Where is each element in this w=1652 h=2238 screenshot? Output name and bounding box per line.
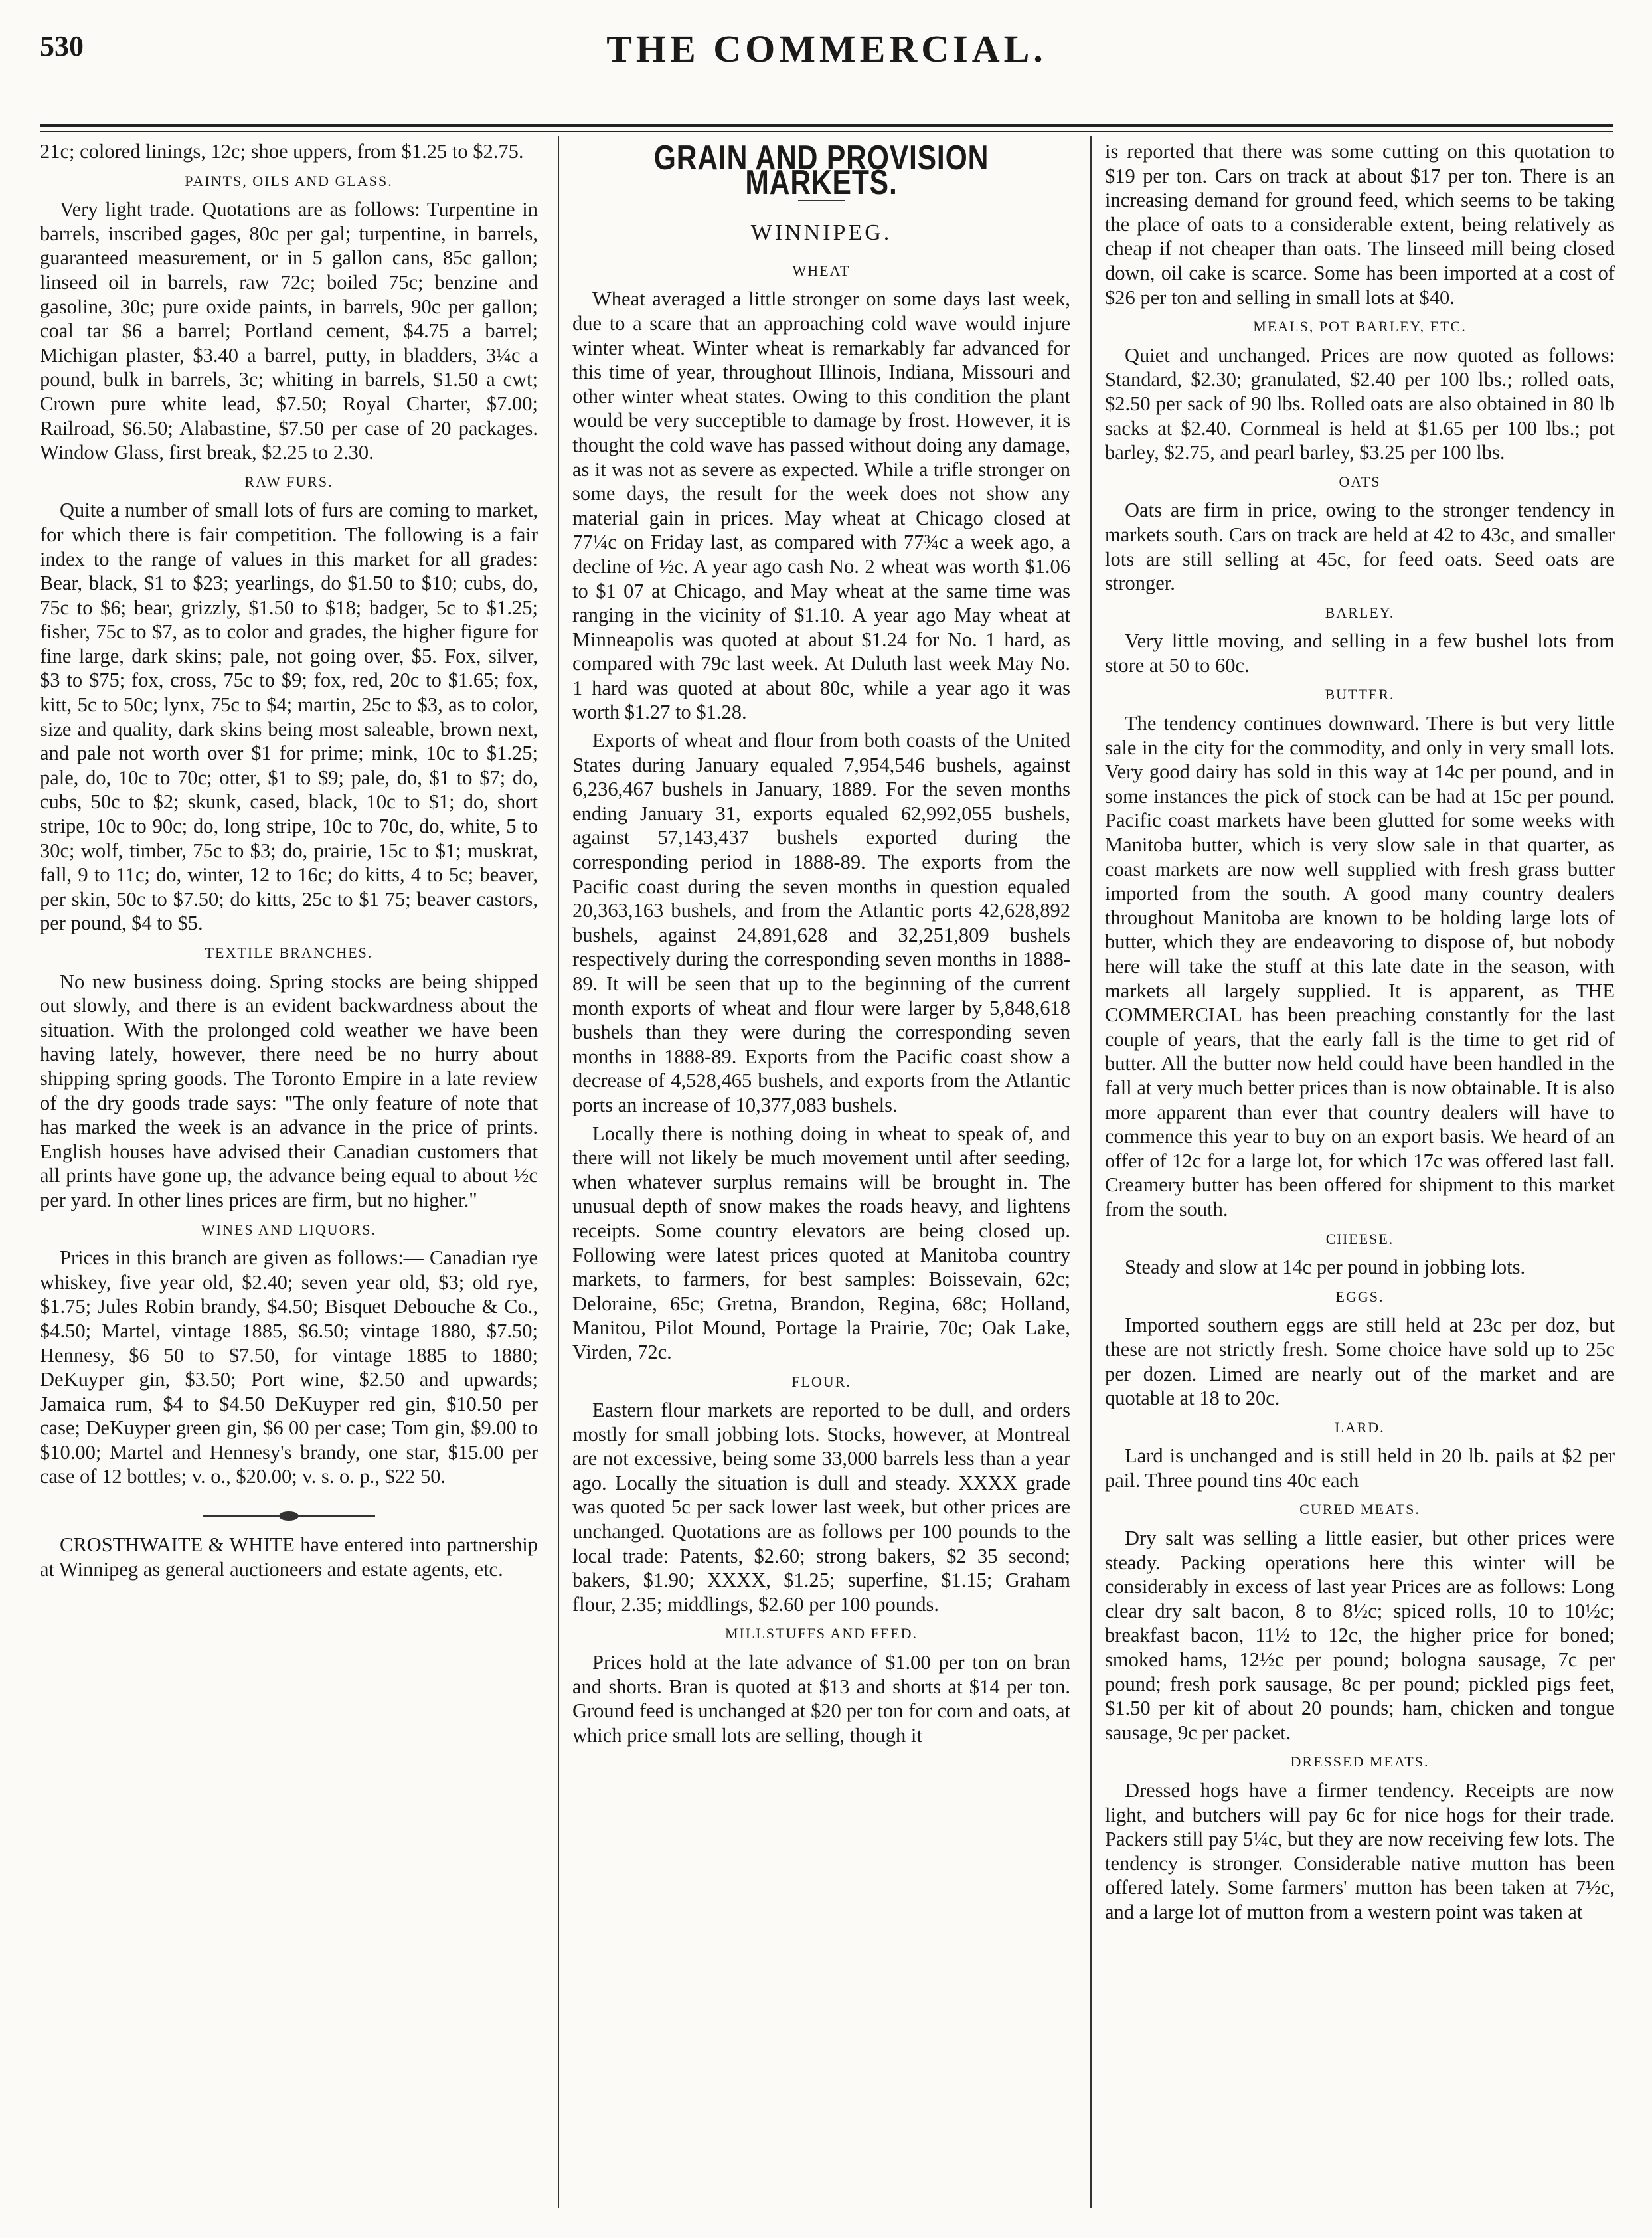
section-heading: BARLEY. [1325, 604, 1395, 621]
ornament-dot [279, 1511, 299, 1521]
masthead: THE COMMERCIAL. [606, 27, 1047, 70]
column-divider [558, 136, 559, 2208]
section-heading: EGGS. [1335, 1288, 1384, 1305]
section-heading: CURED MEATS. [1299, 1501, 1420, 1518]
article-title: GRAIN AND PROVISION MARKETS. [653, 139, 989, 202]
paragraph: No new business doing. Spring stocks are being shipped out slowly, and there is an evident backwardness about the situation. With the prolonged cold weather we have been having lately, however, there need be no hurry about shipping spring goods. The Toronto Empire in a late review of the dry goods trade says: "The only feature of note that has marked the week is an advance in the price of prints. English houses have advised their Canadian customers that all prints have gone up, the advance being equal to about ½c per yard. In other lines prices are firm, but no higher." [40, 970, 538, 1211]
section-heading: TEXTILE BRANCHES. [205, 944, 373, 961]
section-heading: LARD. [1335, 1419, 1385, 1436]
section-heading: RAW FURS. [244, 473, 333, 490]
paragraph: Quite a number of small lots of furs are coming to market, for which there is fair competition. The following is a fair index to the range of values in this market for all grades: Bear, black, $1 to $23; yearlings, do $1.50 to $10; cubs, do, 75c to $6; bear, grizzly, $1.50 to $18; badger, 5c to $1.25; fisher, 75c to $7, as to color and grades, the higher figure for fine large, dark skins; pale, not going over, $5. Fox, silver, $3 to $75; fox, cross, 75c to $9; fox, red, 20c to $1.65; fox, kitt, 5c to 50c; lynx, 75c to $4; martin, 25c to $3, as to color, size and quality, dark skins being most saleable, brown next, and pale not worth over $1 for prime; mink, 10c to $1.25; pale, do, 10c to 70c; otter, $1 to $9; pale, do, $1 to $7; do, cubs, 50c to $2; skunk, cased, black, 10c to $1; do, short stripe, 10c to 90c; do, long stripe, 10c to 70c, do, white, 5 to 30c; wolf, timber, 75c to $3; do, prairie, 15c to $1; muskrat, fall, 9 to 11c; do, winter, 12 to 16c; do kitts, 4 to 5c; beaver, per skin, 50c to $7.50; do kitts, 25c to $1 75; beaver castors, per pound, $4 to $5. [40, 499, 538, 935]
section-heading: CHEESE. [1325, 1230, 1394, 1247]
paragraph: Steady and slow at 14c per pound in jobbing lots. [1125, 1256, 1526, 1279]
paragraph: Dressed hogs have a firmer tendency. Receipts are now light, and butchers will pay 6c for nice hogs for their trade. Packers still pay 5¼c, but they are now receiving few lots. The tendency is stronger. Considerable native mutton has been offered lately. Some farmers' mutton has been taken at 7½c, and a large lot of mutton from a western point was taken at [1105, 1779, 1615, 1923]
city-heading: WINNIPEG. [750, 220, 892, 246]
section-heading: WHEAT [792, 262, 851, 279]
paragraph: Imported southern eggs are still held at 23c per doz, but these are not strictly fresh. Some choice have sold up to 25c per dozen. Limed are nearly out of the market and are quotable at 18 to 20c. [1105, 1314, 1615, 1410]
section-heading: MILLSTUFFS AND FEED. [725, 1625, 918, 1642]
paragraph: Very light trade. Quotations are as follows: Turpentine in barrels, inscribed gages, 80c per gal; turpentine, in barrels, guaranteed measurement, or in 5 gallon cans, 85c gallon; linseed oil in barrels, raw 72c; boiled 75c; benzine and gasoline, 30c; pure oxide paints, in barrels, 90c per gallon; coal tar $6 a barrel; Portland cement, $4.75 a barrel; Michigan plaster, $3.40 a barrel, putty, in bladders, 3¼c a pound, bulk in barrels, 3c; whiting in barrels, $1.50 a cwt; Crown pure white lead, $7.50; Royal Charter, $7.00; Railroad, $6.50; Alabastine, $7.50 per case of 20 packages. Window Glass, first break, $2.25 to 2.30. [40, 198, 538, 464]
paragraph: Quiet and unchanged. Prices are now quoted as follows: Standard, $2.30; granulated, $2.40 per 100 lbs.; rolled oats, $2.50 per sack of 90 lbs. Rolled oats are also obtained in 80 lb sacks at $2.40. Cornmeal is held at $1.65 per 100 lbs.; pot barley, $2.75, and pearl barley, $3.25 per 100 lbs. [1105, 343, 1615, 464]
column-middle [572, 139, 1070, 1751]
column-divider [1090, 136, 1092, 2208]
paragraph: Lard is unchanged and is still held in 20 lb. pails at $2 per pail. Three pound tins 40c each [1105, 1444, 1615, 1492]
section-heading: OATS [1339, 473, 1381, 490]
paragraph: Prices hold at the late advance of $1.00 per ton on bran and shorts. Bran is quoted at $13 and shorts at $14 per ton. Ground feed is unchanged at $20 per ton for corn and oats, at which price small lots are selling, though it [572, 1651, 1070, 1747]
ornament-divider [203, 1515, 375, 1517]
column-right [1105, 139, 1615, 1929]
paragraph: Prices in this branch are given as follows:— Canadian rye whiskey, five year old, $2.40; seven year old, $3; old rye, $1.75; Jules Robin brandy, $4.50; Bisquet Debouche & Co., $4.50; Martel, vintage 1885, $6.50; vintage 1880, $7.50; Hennesy, $6 50 to $7.50, for vintage 1885 to 1880; DeKuyper gin, $3.50; Port wine, $2.50 and upwards; Jamaica rum, $4 to $4.50 DeKuyper red gin, $10.50 per case; DeKuyper green gin, $6 00 per case; Tom gin, $9.00 to $10.00; Martel and Hennesy's brandy, one star, $15.00 per case of 12 bottles; v. o., $20.00; v. s. o. p., $22 50. [40, 1247, 538, 1488]
column-left [40, 139, 538, 1585]
section-heading: WINES AND LIQUORS. [201, 1221, 376, 1238]
paragraph: Oats are firm in price, owing to the stronger tendency in markets south. Cars on track are held at 42 to 43c, and smaller lots are still selling at 45c, for feed oats. Seed oats are stronger. [1105, 499, 1615, 595]
page-number: 530 [40, 30, 84, 62]
paragraph: Very little moving, and selling in a few bushel lots from store at 50 to 60c. [1105, 630, 1615, 677]
header-rule [40, 124, 1613, 132]
section-heading: FLOUR. [791, 1373, 851, 1390]
paragraph: Dry salt was selling a little easier, but other prices were steady. Packing operations here this winter will be considerably in excess of last year Prices are as follows: Long clear dry salt bacon, 8 to 8½c; spiced rolls, 10 to 10½c; breakfast bacon, 11½ to 12c, the higher price for boned; smoked hams, 12½c per pound; bologna sausage, 7c per pound; fresh pork sausage, 8c per pound; pickled pigs feet, $1.50 per kit of about 20 pounds; ham, chicken and tongue sausage, 9c per packet. [1105, 1527, 1615, 1744]
paragraph: Wheat averaged a little stronger on some days last week, due to a scare that an approaching cold wave would injure winter wheat. Winter wheat is remarkably far advanced for this time of year, throughout Illinois, Indiana, Missouri and other winter wheat states. Owing to this condition the plant would be very succeptible to damage by frost. However, it is thought the cold wave has passed without doing any damage, as it was not as severe as expected. While a trifle stronger on some days, the result for the week does not show any material gain in prices. May wheat at Chicago closed at 77¼c on Friday last, as compared with 77¾c a week ago, a decline of ½c. A year ago cash No. 2 wheat was worth $1.06 to $1 07 at Chicago, and May wheat at the same time was ranging in the vicinity of $1.10. A year ago May wheat at Minneapolis was quoted at about $1.24 for No. 1 hard, as compared with 79c last week. At Duluth last week May No. 1 hard was quoted at about 80c, while a year ago it was worth $1.27 to $1.28. [572, 288, 1070, 724]
section-heading: BUTTER. [1325, 686, 1395, 703]
section-heading: MEALS, POT BARLEY, ETC. [1253, 318, 1467, 335]
paragraph: Eastern flour markets are reported to be dull, and orders mostly for small jobbing lots. Stocks, however, at Montreal are not excessive, being some 33,000 barrels less than a year ago. Locally the situation is dull and steady. XXXX grade was quoted 5c per sack lower last week, but other prices are unchanged. Quotations are as follows per 100 pounds to the local trade: Patents, $2.60; strong bakers, $2 35 second; bakers, $1.90; XXXX, $1.25; superfine, $1.15; Graham flour, 2.35; middlings, $2.60 per 100 pounds. [572, 1399, 1070, 1616]
section-heading: PAINTS, OILS AND GLASS. [185, 172, 393, 189]
paragraph: CROSTHWAITE & WHITE have entered into partnership at Winnipeg as general auctioneers and estate agents, etc. [40, 1533, 538, 1581]
section-heading: DRESSED MEATS. [1290, 1753, 1430, 1770]
page-header [40, 27, 1613, 80]
paragraph: 21c; colored linings, 12c; shoe uppers, from $1.25 to $2.75. [40, 140, 524, 163]
paragraph: Locally there is nothing doing in wheat to speak of, and there will not likely be much movement until after seeding, when whatever surplus remains will be brought in. The unusual depth of snow makes the roads heavy, and lightens receipts. Some country elevators are being closed up. Following were latest prices quoted at Manitoba country markets, to farmers, for best samples: Boissevain, 62c; Deloraine, 65c; Gretna, Brandon, Regina, 68c; Holland, Manitou, Pilot Mound, Portage la Prairie, 70c; Oak Lake, Virden, 72c. [572, 1122, 1070, 1363]
paragraph: The tendency continues downward. There is but very little sale in the city for the commodity, and only in very small lots. Very good dairy has sold in this way at 14c per pound, and in some instances the pick of stock can be had at 15c per pound. Pacific coast markets have been glutted for some weeks with Manitoba butter, which is very slow sale in that quarter, as coast markets are now well supplied with fresh grass butter imported from the south. A good many country dealers throughout Manitoba are known to be holding large lots of butter, which they are endeavoring to dispose of, but nobody here will take the stuff at this late date in the season, with markets all largely supplied. It is apparent, as THE COMMERCIAL has been preaching constantly for the last couple of years, that the early fall is the time to get rid of butter. All the butter now held could have been handled in the fall at very much better prices than is now obtainable. It is also more apparent than ever that country dealers will have to commence this year to buy on an export basis. We heard of an offer of 12c for a large lot, for which 17c was offered last fall. Creamery butter has been offered for shipment to this market from the south. [1105, 712, 1615, 1221]
paragraph: Exports of wheat and flour from both coasts of the United States during January equaled 7,954,546 bushels, against 6,236,467 bushels in January, 1889. For the seven months ending January 31, exports equaled 62,992,055 bushels, against 57,143,437 bushels exported during the corresponding period in 1888-89. The exports from the Pacific coast during the seven months in question equaled 20,363,163 bushels, and from the Atlantic ports 42,628,892 bushels, against 24,891,628 and 32,251,809 bushels respectively during the corresponding seven months in 1888-89. It will be seen that up to the beginning of the current month exports of wheat and flour were larger by 5,848,618 bushels than they were during the corresponding seven months in 1888-89. Exports from the Pacific coast show a decrease of 4,528,465 bushels, and exports from the Atlantic ports an increase of 10,377,083 bushels. [572, 729, 1070, 1116]
paragraph: is reported that there was some cutting on this quotation to $19 per ton. Cars on track at about $17 per ton. There is an increasing demand for ground feed, which seems to be taking the place of oats to a considerable extent, being relatively as cheap if not cheaper than oats. The linseed mill being closed down, oil cake is scarce. Some has been imported at a cost of $26 per ton and selling in small lots at $40. [1105, 140, 1615, 309]
